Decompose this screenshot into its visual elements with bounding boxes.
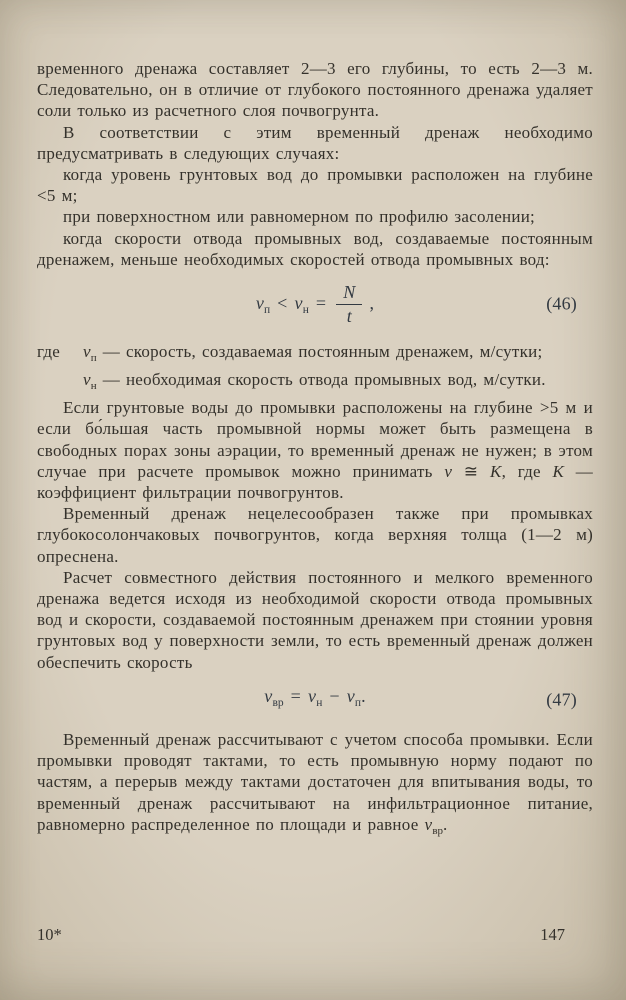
- paragraph: [37, 729, 593, 842]
- punctuation: ,: [369, 292, 375, 313]
- var-v: v: [255, 292, 265, 313]
- fraction-denominator: t: [346, 305, 352, 326]
- where-item: [83, 369, 593, 397]
- var-v: v: [264, 685, 273, 706]
- inline-variable: v: [424, 814, 433, 834]
- page-footer: [37, 925, 593, 945]
- paragraph: [37, 206, 593, 227]
- equation-number: (46): [546, 293, 577, 314]
- page-number: 147: [540, 925, 565, 944]
- minus-operator: −: [329, 685, 340, 706]
- var-v: v: [346, 685, 355, 706]
- signature-mark: 10*: [37, 925, 62, 944]
- text-run: , где: [501, 461, 553, 481]
- text-run: — необходимая скорость отвода промывных вод, м/сутки.: [96, 370, 546, 390]
- equals-operator: =: [290, 685, 301, 706]
- inline-subscript: н: [90, 380, 97, 393]
- paragraph: [37, 228, 593, 270]
- paragraph: [37, 164, 593, 206]
- inline-variable: K: [489, 461, 502, 481]
- text-run: ≅: [452, 461, 490, 481]
- less-than-operator: <: [277, 292, 288, 313]
- punctuation: .: [361, 685, 366, 706]
- text-run: когда скорости отвода промывных вод, создаваемые постоянным дренажем, меньше необходимых скоростей отвода промывных вод:: [37, 228, 593, 269]
- fraction-numerator: N: [336, 283, 362, 305]
- text-run: — коэффициент фильтрации почвогрунтов.: [37, 461, 594, 503]
- var-subscript: н: [316, 696, 323, 709]
- inline-variable: v: [83, 341, 91, 361]
- inline-subscript: вр: [432, 824, 444, 837]
- text-run: Если грунтовые воды до промывки расположены на глубине >5 м и если бо́льшая часть промывной нормы может быть размещена в свободных порах зоны аэрации, то временный дренаж не нужен; в этом случае при расчете промывок можно принимать: [37, 398, 593, 481]
- text-run: .: [443, 814, 448, 834]
- inline-variable: v: [444, 461, 453, 481]
- paragraph: [37, 567, 593, 673]
- text-run: когда уровень грунтовых вод до промывки расположен на глубине <5 м;: [37, 165, 593, 206]
- inline-variable: v: [83, 370, 91, 390]
- equals-operator: =: [315, 292, 327, 313]
- where-label: где: [37, 341, 61, 361]
- paragraph: [37, 397, 593, 503]
- text-run: временного дренажа составляет 2—3 его глубины, то есть 2—3 м. Следовательно, он в отличие от глубокого постоянного дренажа удаляет соли только из расчетного слоя почвогрунта.: [37, 59, 593, 121]
- text-run: — скорость, создаваемая постоянным дренажем, м/сутки;: [96, 341, 543, 361]
- equation-number: (47): [546, 689, 577, 710]
- var-v: v: [307, 685, 317, 706]
- where-items: [83, 341, 593, 397]
- where-item: [83, 341, 593, 369]
- fraction: [336, 283, 362, 326]
- var-subscript: п: [354, 696, 362, 709]
- var-subscript: вр: [272, 696, 284, 709]
- equation-body: [264, 685, 366, 709]
- text-run: В соответствии с этим временный дренаж необходимо предусматривать в следующих случаях:: [37, 122, 593, 163]
- text-run: при поверхностном или равномерном по профилю засолении;: [63, 207, 536, 227]
- inline-subscript: п: [90, 351, 97, 364]
- paragraph: [37, 122, 593, 164]
- paragraph: [37, 503, 593, 567]
- inline-variable: K: [552, 461, 565, 481]
- equation-47: [37, 686, 593, 714]
- text-run: Расчет совместного действия постоянного и мелкого временного дренажа ведется исходя из необходимой скорости отвода промывных вод и скорости, создаваемой постоянным дренажем при стоянии уровня грунтовых вод у поверхности земли, то есть временный дренаж должен обеспечить скорость: [37, 567, 593, 672]
- var-v: v: [294, 292, 303, 313]
- text-run: Временный дренаж нецелесообразен также при промывках глубокосолончаковых почвогрунтов, когда верхняя толща (1—2 м) опреснена.: [37, 504, 593, 566]
- paragraph: [37, 58, 593, 122]
- equation-46: [37, 283, 593, 326]
- where-block: [37, 341, 593, 397]
- text-block: [37, 58, 593, 842]
- var-subscript: н: [302, 303, 309, 316]
- var-subscript: п: [264, 303, 271, 316]
- text-run: Временный дренаж рассчитывают с учетом способа промывки. Если промывки проводят тактами, то есть промывную норму подают по частям, а перерыв между тактами достаточен для впитывания воды, то временный дренаж рассчитывают на инфильтрационное питание, равномерно распределенное по площади и равное: [37, 730, 593, 834]
- equation-body: [255, 282, 375, 326]
